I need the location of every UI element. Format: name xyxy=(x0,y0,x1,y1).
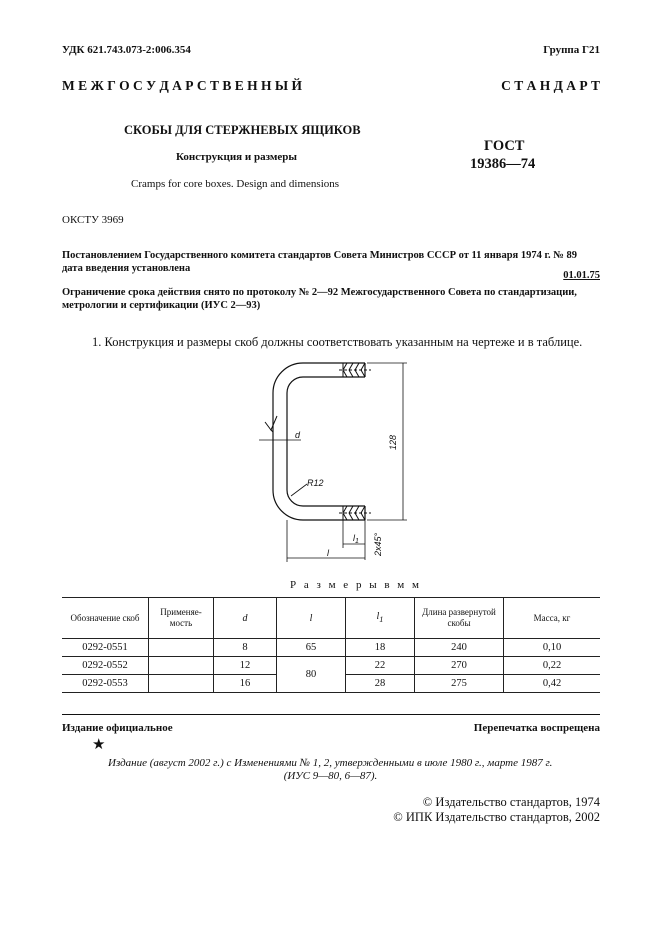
udk-code: УДК 621.743.073-2:006.354 xyxy=(62,44,191,56)
col-mass: Масса, кг xyxy=(504,598,601,639)
cell-d: 12 xyxy=(214,657,277,675)
cell-length: 270 xyxy=(415,657,504,675)
table-caption: Р а з м е р ы в м м xyxy=(290,579,422,591)
thread-top xyxy=(339,363,371,377)
edition-note-line2: (ИУС 9—80, 6—87). xyxy=(283,770,378,782)
cramp-outline xyxy=(273,363,365,520)
edition-note-line1: Издание (август 2002 г.) с Изменениями № 1, 2, утвержденными в июле 1980 г., марте 1987 г. xyxy=(108,757,553,769)
limitation-text: Ограничение срока действия снято по протоколу № 2—92 Межгосударственного Совета по стандартизации, метрологии и сертификации (ИУС 2—93) xyxy=(62,287,577,311)
cell-mass: 0,10 xyxy=(504,639,601,657)
dim-radius-leader xyxy=(291,484,307,496)
dimensions-table xyxy=(62,597,600,693)
official-edition: Издание официальное xyxy=(62,722,173,734)
cell-l1: 18 xyxy=(346,639,415,657)
cell-designation: 0292-0551 xyxy=(62,639,149,657)
col-l1: $l_1$ xyxy=(346,598,415,639)
document-title: СКОБЫ ДЛЯ СТЕРЖНЕВЫХ ЯЩИКОВ xyxy=(124,123,361,137)
table-header-row xyxy=(62,598,600,639)
cell-l-merged: 80 xyxy=(277,657,346,693)
dim-l-label: l xyxy=(327,548,329,558)
footer-divider xyxy=(62,714,600,715)
gost-number: 19386—74 xyxy=(470,156,536,172)
cell-mass: 0,42 xyxy=(504,675,601,693)
dim-d-label: d xyxy=(295,430,301,440)
dim-radius-label: R12 xyxy=(307,478,324,488)
cell-application xyxy=(149,639,214,657)
cell-application xyxy=(149,675,214,693)
col-l: l xyxy=(277,598,346,639)
table-row xyxy=(62,639,600,657)
cell-d: 8 xyxy=(214,639,277,657)
paragraph-1: 1. Конструкция и размеры скоб должны соответствовать указанным на чертеже и в таблице. xyxy=(92,335,583,349)
cell-designation: 0292-0552 xyxy=(62,657,149,675)
cell-l: 65 xyxy=(277,639,346,657)
cell-l1: 22 xyxy=(346,657,415,675)
copyright-2002: © ИПК Издательство стандартов, 2002 xyxy=(393,810,600,824)
cell-length: 240 xyxy=(415,639,504,657)
cell-designation: 0292-0553 xyxy=(62,675,149,693)
decree-text: Постановлением Государственного комитета стандартов Совета Министров СССР от 11 января 1974 г. № 89 дата введения установлена xyxy=(62,250,577,274)
dim-l1-label: $l_1$ xyxy=(353,533,359,545)
col-application: Применяе- мость xyxy=(149,598,214,639)
cell-length: 275 xyxy=(415,675,504,693)
roughness-mark xyxy=(265,416,277,432)
col-d: d xyxy=(214,598,277,639)
standard-banner xyxy=(62,78,600,94)
group-code: Группа Г21 xyxy=(543,44,600,56)
col-designation: Обозначение скоб xyxy=(62,598,149,639)
banner-word-interstate: М Е Ж Г О С У Д А Р С Т В Е Н Н Ы Й xyxy=(62,78,303,93)
cell-d: 16 xyxy=(214,675,277,693)
copyright-1974: © Издательство стандартов, 1974 xyxy=(422,795,600,809)
banner-word-standard: С Т А Н Д А Р Т xyxy=(501,78,600,93)
col-length: Длина развернутой скобы xyxy=(415,598,504,639)
cell-l1: 28 xyxy=(346,675,415,693)
star-icon: ★ xyxy=(92,737,106,753)
dim-height xyxy=(367,363,407,520)
table-row xyxy=(62,657,600,675)
dim-height-label: 128 xyxy=(388,434,398,450)
okstu-code: ОКСТУ 3969 xyxy=(62,214,124,226)
thread-bottom xyxy=(339,506,371,520)
english-title: Cramps for core boxes. Design and dimensions xyxy=(131,178,340,190)
gost-label: ГОСТ xyxy=(484,138,525,154)
no-reprint-notice: Перепечатка воспрещена xyxy=(473,722,600,734)
document-subtitle: Конструкция и размеры xyxy=(176,151,297,163)
dim-chamfer-label: 2x45° xyxy=(373,532,383,556)
cramp-drawing xyxy=(255,360,425,570)
cell-application xyxy=(149,657,214,675)
effective-date: 01.01.75 xyxy=(563,270,600,281)
cell-mass: 0,22 xyxy=(504,657,601,675)
